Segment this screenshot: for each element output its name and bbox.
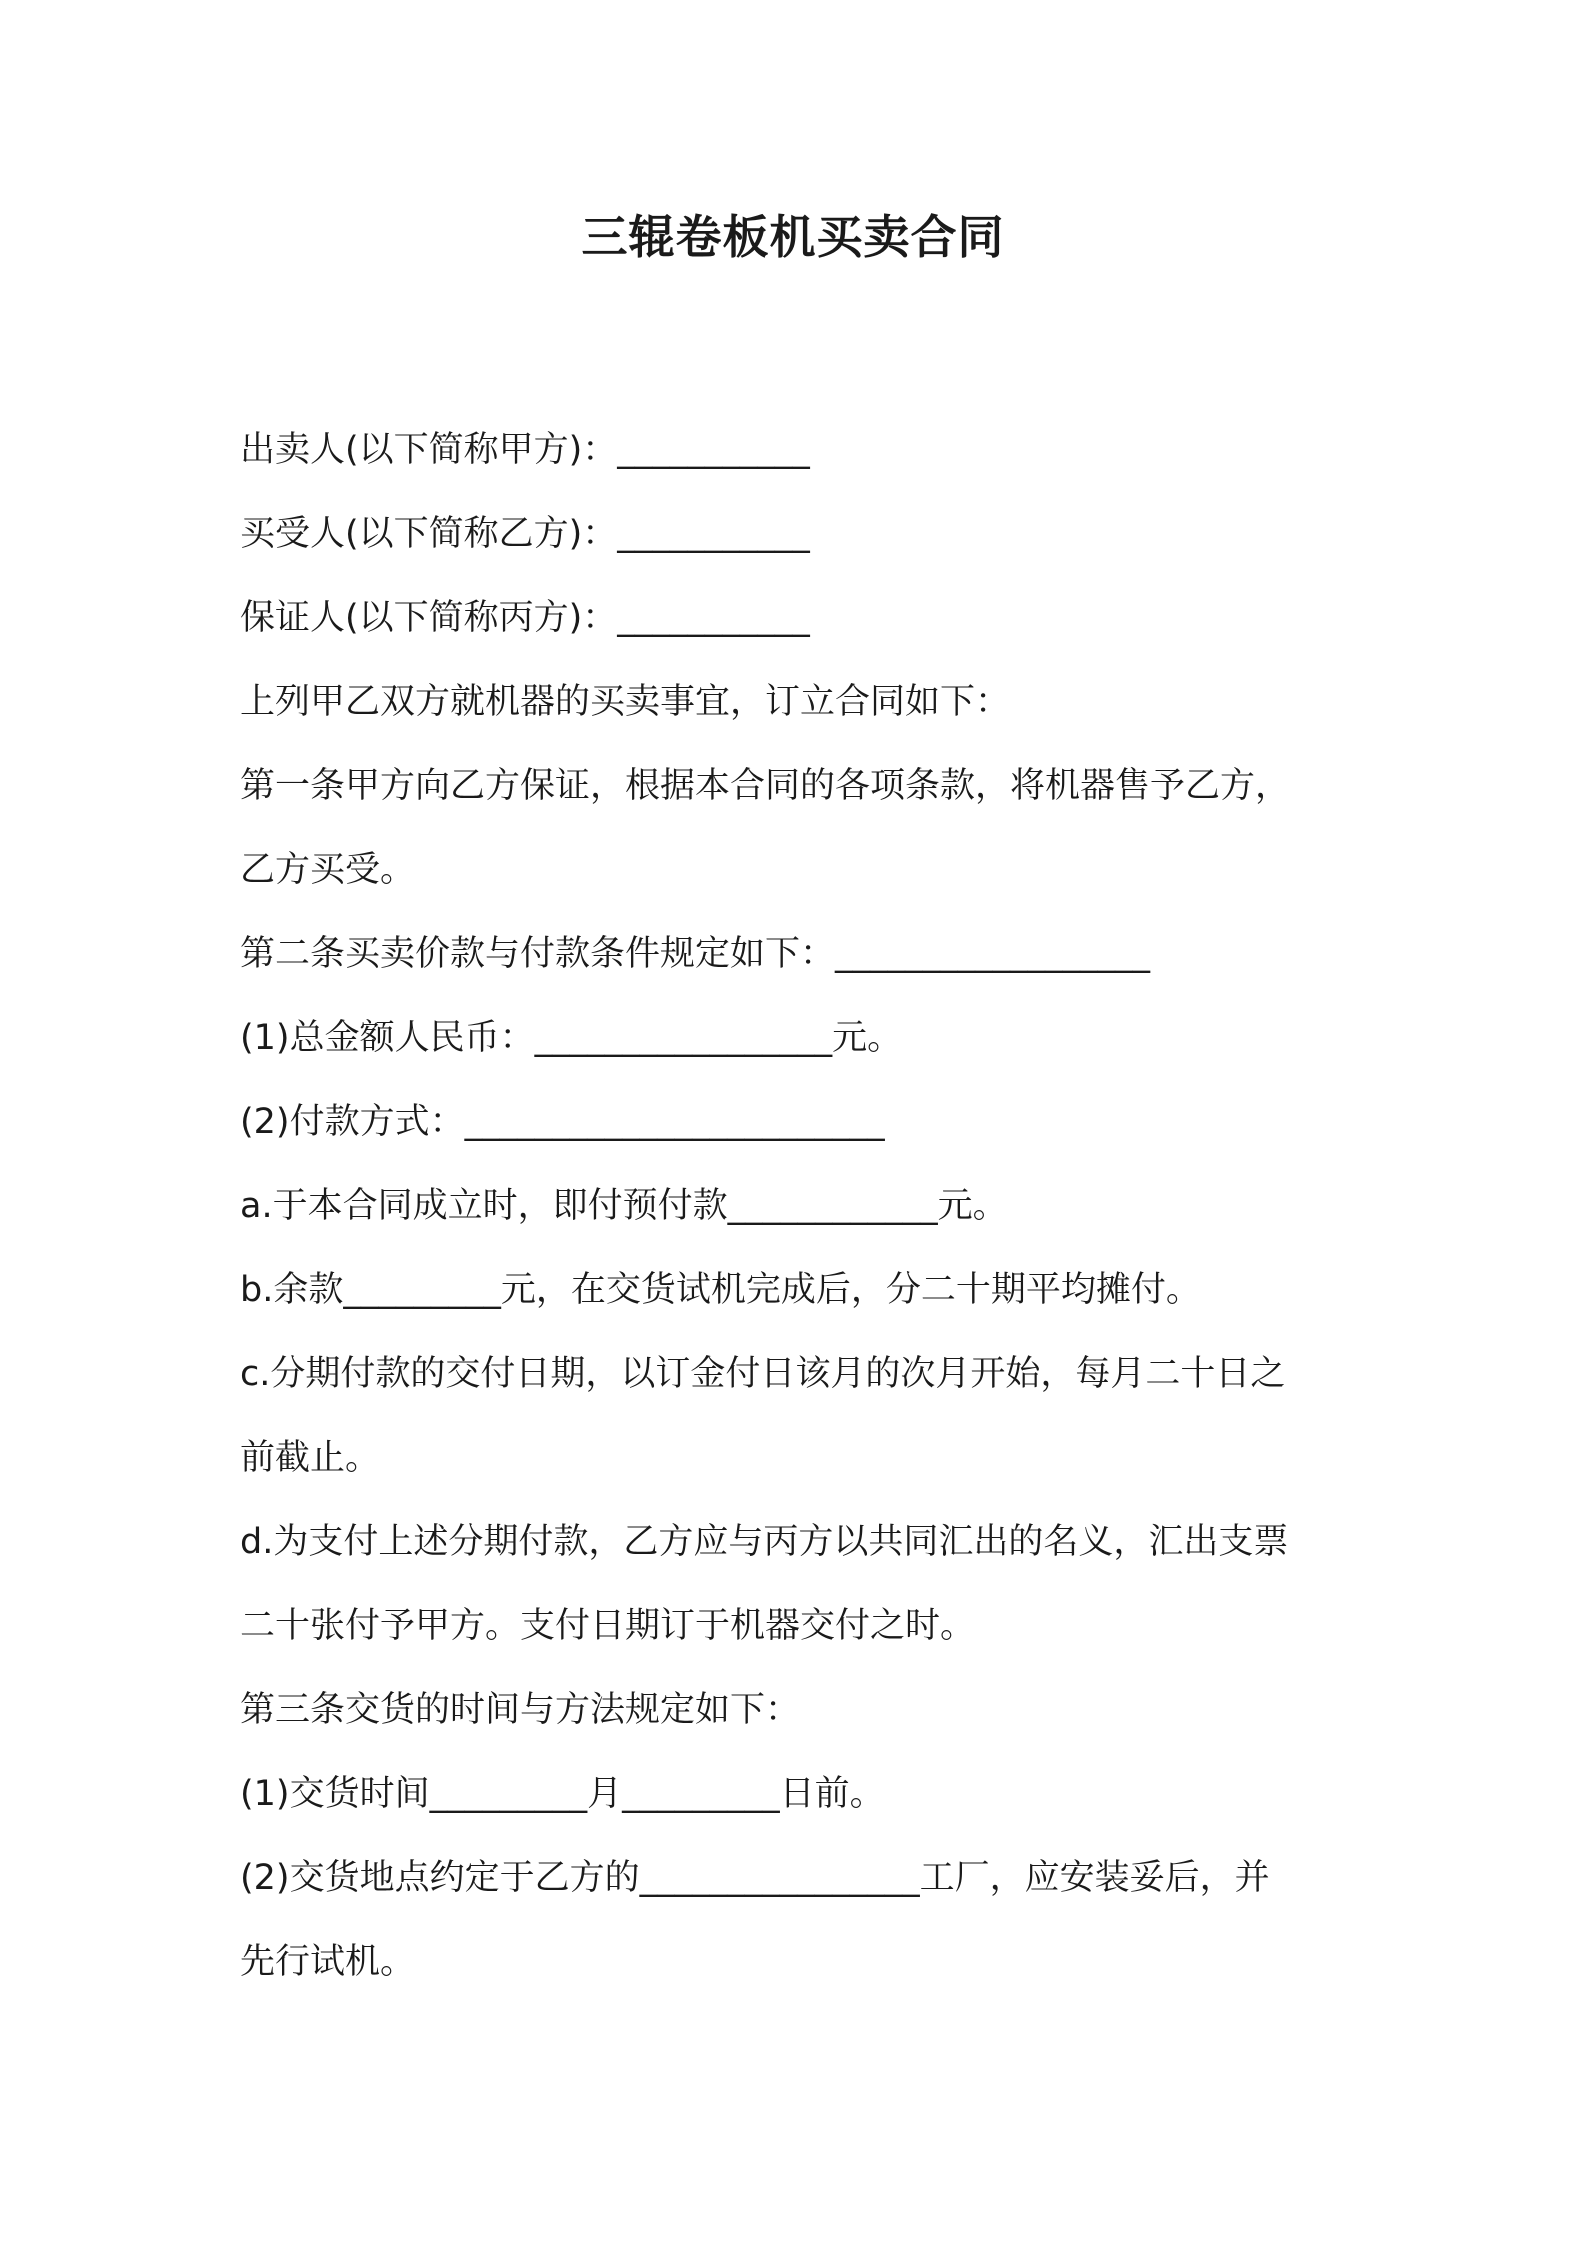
document-title: 三辊卷板机买卖合同 (581, 210, 1005, 264)
delivery-place-line-2: 先行试机。 (240, 1942, 416, 1982)
article-3-heading: 第三条交货的时间与方法规定如下： (240, 1690, 801, 1730)
clause-d-line-2: 二十张付予甲方。支付日期订于机器交付之时。 (240, 1606, 976, 1646)
article-1-line-2: 乙方买受。 (240, 850, 416, 890)
clause-b-line: b.余款_________元，在交货试机完成后，分二十期平均摊付。 (240, 1270, 1201, 1310)
delivery-place-line-1: (2)交货地点约定于乙方的________________工厂，应安装妥后，并 (240, 1858, 1270, 1898)
seller-line: 出卖人(以下简称甲方)：___________ (240, 430, 810, 470)
delivery-time-line: (1)交货时间_________月_________日前。 (240, 1774, 885, 1814)
total-amount-line: (1)总金额人民币：_________________元。 (240, 1018, 903, 1058)
article-1-line-1: 第一条甲方向乙方保证，根据本合同的各项条款，将机器售予乙方， (240, 766, 1291, 806)
intro-line: 上列甲乙双方就机器的买卖事宜，订立合同如下： (240, 682, 1011, 722)
clause-a-line: a.于本合同成立时，即付预付款____________元。 (240, 1186, 1008, 1226)
payment-method-line: (2)付款方式：________________________ (240, 1102, 885, 1142)
clause-d-line-1: d.为支付上述分期付款，乙方应与丙方以共同汇出的名义，汇出支票 (240, 1522, 1289, 1562)
buyer-line: 买受人(以下简称乙方)：___________ (240, 514, 810, 554)
article-2-heading: 第二条买卖价款与付款条件规定如下：__________________ (240, 934, 1151, 974)
clause-c-line-2: 前截止。 (240, 1438, 381, 1478)
guarantor-line: 保证人(以下简称丙方)：___________ (240, 598, 810, 638)
clause-c-line-1: c.分期付款的交付日期，以订金付日该月的次月开始，每月二十日之 (240, 1354, 1286, 1394)
contract-body (240, 408, 1360, 2004)
